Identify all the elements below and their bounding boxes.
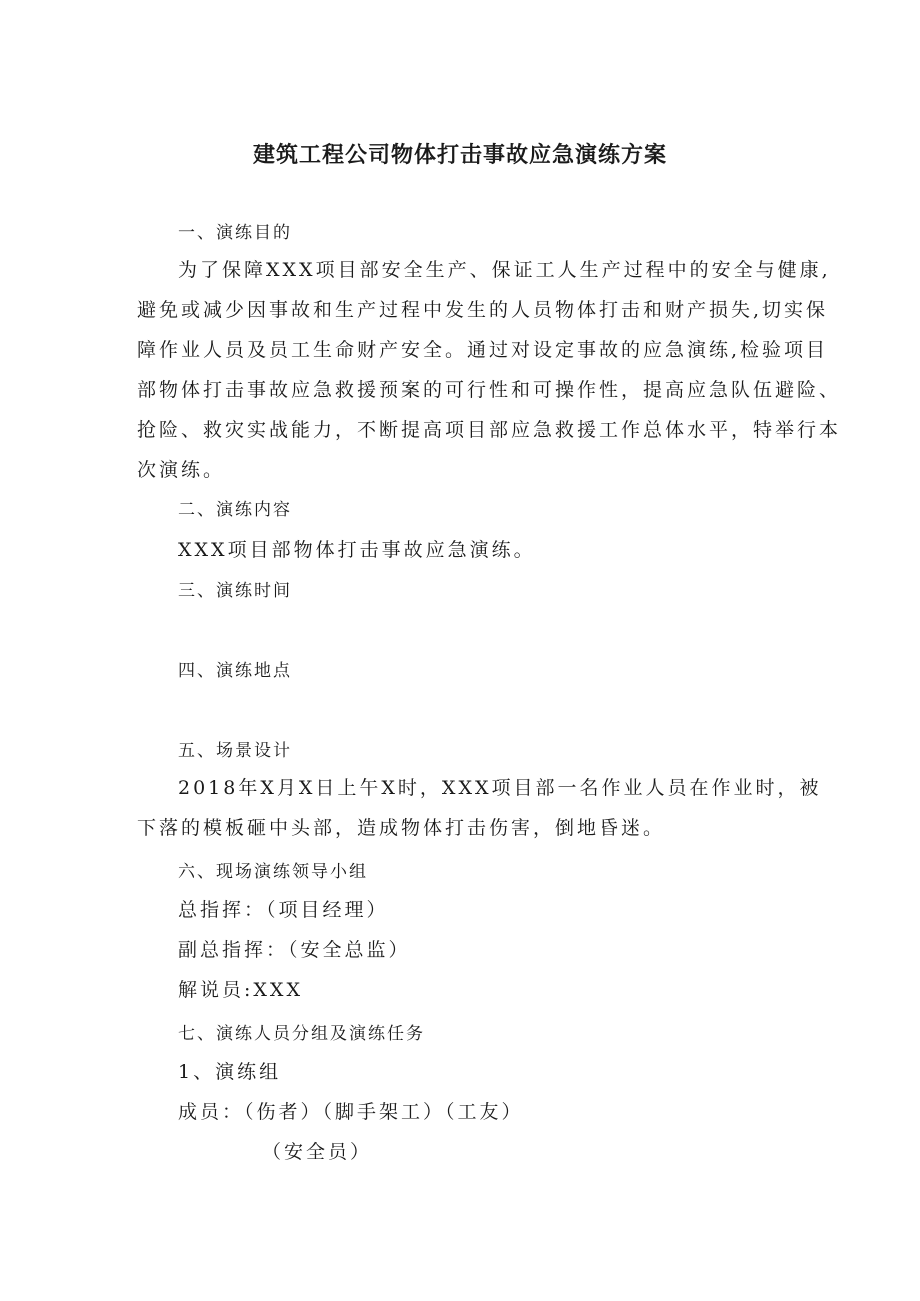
group-heading: 1、演练组 [178,1061,282,1083]
paragraph-line: 下落的模板砸中头部，造成物体打击伤害，倒地昏迷。 [137,817,666,839]
section-heading-content: 二、演练内容 [178,500,292,520]
paragraph-line: 抢险、救灾实战能力，不断提高项目部应急救援工作总体水平，特举行本 [137,419,842,441]
paragraph-line: 避免或减少因事故和生产过程中发生的人员物体打击和财产损失,切实保 [137,299,829,321]
section-heading-purpose: 一、演练目的 [178,223,292,243]
section-heading-location: 四、演练地点 [178,661,292,681]
section-heading-groups: 七、演练人员分组及演练任务 [178,1024,425,1044]
members-line: 成员：（伤者）（脚手架工）（工友） [178,1101,524,1123]
paragraph-line: 次演练。 [137,459,226,481]
members-line-continued: （安全员） [262,1141,373,1163]
paragraph-line: 部物体打击事故应急救援预案的可行性和可操作性，提高应急队伍避险、 [137,379,842,401]
deputy-commander-line: 副总指挥：（安全总监） [178,939,411,961]
commander-line: 总指挥：（项目经理） [178,899,389,921]
paragraph-line: XXX项目部物体打击事故应急演练。 [178,539,536,561]
section-heading-leadership: 六、现场演练领导小组 [178,862,368,882]
document-title: 建筑工程公司物体打击事故应急演练方案 [252,143,667,168]
paragraph-line: 为了保障XXX项目部安全生产、保证工人生产过程中的安全与健康, [178,259,831,281]
narrator-line: 解说员:XXX [178,979,303,1001]
section-heading-scenario: 五、场景设计 [178,741,292,761]
paragraph-line: 障作业人员及员工生命财产安全。通过对设定事故的应急演练,检验项目 [137,339,829,361]
section-heading-time: 三、演练时间 [178,581,292,601]
paragraph-line: 2018年X月X日上午X时，XXX项目部一名作业人员在作业时，被 [178,777,822,799]
